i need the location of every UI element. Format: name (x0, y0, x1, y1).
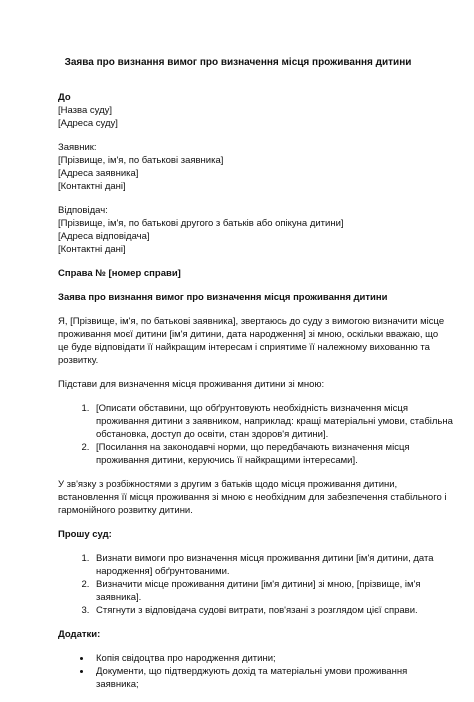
applicant-block (58, 141, 418, 193)
intro-line: це буде відповідати її найкращим інтересам і сприятиме її належному вихованню та (58, 342, 430, 353)
request-heading: Прошу суд: (58, 529, 112, 540)
applicant-name: [Прізвище, ім'я, по батькові заявника] (58, 155, 224, 166)
to-label: До (58, 92, 71, 103)
request-item-line: 2. Визначити місце проживання дитини [ім'я дитини] зі мною, [прізвище, ім'я (96, 579, 421, 590)
request-item (92, 578, 421, 604)
applicant-label: Заявник: (58, 142, 97, 153)
intro-line: розвитку. (58, 355, 99, 366)
respondent-block (58, 204, 418, 256)
applicant-address: [Адреса заявника] (58, 168, 139, 179)
conclusion-line: У зв'язку з розбіжностями з другим з батьків щодо місця проживання дитини, (58, 479, 398, 490)
request-list (58, 552, 434, 617)
grounds-item-line: обстановка, доступ до освіти, стан здоров'я дитини]. (96, 429, 329, 440)
attachment-item: • Копія свідоцтва про народження дитини; (92, 652, 418, 665)
document-body (58, 56, 453, 702)
request-item-line: заявника]. (96, 592, 142, 603)
document-title: Заява про визнання вимог про визначення місця проживання дитини (64, 57, 412, 68)
request-item (92, 552, 434, 578)
conclusion-line: встановлення її місця проживання зі мною є необхідним для забезпечення стабільного і (58, 492, 447, 503)
request-item (92, 604, 418, 617)
intro-line: Я, [Прізвище, ім'я, по батькові заявника], звертаюсь до суду з вимогою визначити місце (58, 316, 445, 327)
respondent-label: Відповідач: (58, 205, 108, 216)
conclusion-paragraph (58, 478, 447, 517)
grounds-item-line: 1. [Описати обставини, що обґрунтовують необхідність визначення місця (96, 403, 408, 414)
grounds-item-line: 2. [Посилання на законодавчі норми, що передбачають визначення місця (96, 442, 410, 453)
case-number: Справа № [номер справи] (58, 268, 181, 279)
attachments-heading: Додатки: (58, 629, 101, 640)
respondent-address: [Адреса відповідача] (58, 231, 150, 242)
respondent-name: [Прізвище, ім'я, по батькові другого з батьків або опікуна дитини] (58, 218, 344, 229)
intro-paragraph (58, 315, 445, 367)
request-item-line: народження] обґрунтованими. (96, 566, 230, 577)
grounds-item-line: проживання дитини з заявником, наприклад: кращі матеріальні умови, стабільна (96, 416, 453, 427)
respondent-contacts: [Контактні дані] (58, 244, 126, 255)
conclusion-line: гармонійного розвитку дитини. (58, 505, 193, 516)
attachment-item: • Документи, що підтверджують дохід та матеріальні умови проживання заявника; (92, 665, 418, 691)
grounds-item (92, 441, 418, 467)
grounds-item-line: проживання дитини, керуючись її найкращими інтересами]. (96, 455, 358, 466)
intro-line: проживання моєї дитини [ім'я дитини, дата народження] зі мною, оскільки вважаю, що (58, 329, 439, 340)
request-item-line: 3. Стягнути з відповідача судові витрати, пов'язані з розглядом цієї справи. (96, 605, 418, 616)
grounds-intro: Підстави для визначення місця проживання дитини зі мною: (58, 379, 325, 390)
attachments-list (58, 652, 418, 691)
court-name: [Назва суду] (58, 105, 113, 116)
applicant-contacts: [Контактні дані] (58, 181, 126, 192)
grounds-item (92, 402, 453, 441)
court-block (58, 91, 418, 130)
document-subtitle: Заява про визнання вимог про визначення місця проживання дитини (58, 292, 388, 303)
court-address: [Адреса суду] (58, 118, 118, 129)
grounds-list (58, 402, 453, 467)
request-item-line: 1. Визнати вимоги про визначення місця проживання дитини [ім'я дитини, дата (96, 553, 434, 564)
